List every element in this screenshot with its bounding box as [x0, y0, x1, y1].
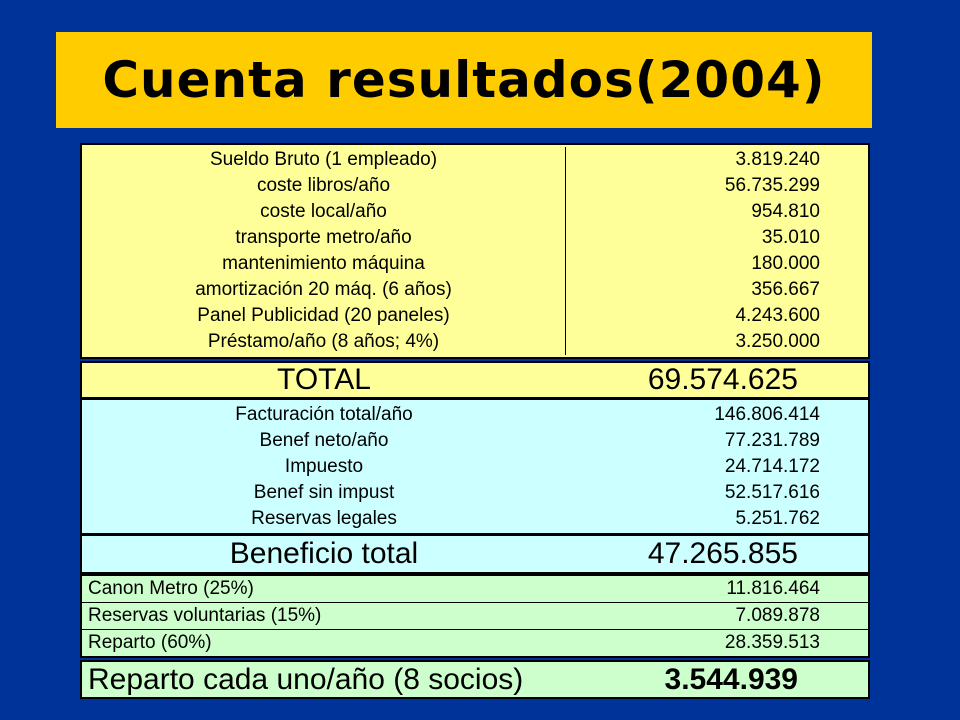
- cost-label: coste libros/año: [82, 173, 566, 199]
- table-row: [82, 454, 868, 480]
- income-label: Facturación total/año: [235, 404, 413, 425]
- table-row: [82, 506, 868, 532]
- income-label: Impuesto: [284, 456, 364, 477]
- cost-label: amortización 20 máq. (6 años): [82, 277, 566, 303]
- total-row: [80, 361, 870, 399]
- table-row: [82, 402, 868, 428]
- cost-value: 4.243.600: [735, 305, 820, 326]
- table-row: [82, 277, 868, 303]
- table-row: [82, 428, 868, 454]
- income-label: Benef sin impust: [253, 482, 395, 503]
- distribution-value: 28.359.513: [724, 632, 820, 653]
- distribution-label: Reservas voluntarias (15%): [88, 605, 322, 626]
- costs-block: [80, 143, 870, 359]
- distribution-value: 7.089.878: [735, 605, 820, 626]
- table-row: [82, 251, 868, 277]
- distribution-label: Reparto (60%): [88, 632, 212, 653]
- income-value: 24.714.172: [724, 456, 820, 477]
- income-value: 52.517.616: [724, 482, 820, 503]
- table-row: [82, 303, 868, 329]
- table-row: [82, 329, 868, 355]
- cost-label: mantenimiento máquina: [82, 251, 566, 277]
- cost-value: 3.819.240: [735, 149, 820, 170]
- results-table: [80, 143, 870, 699]
- cost-label: coste local/año: [82, 199, 566, 225]
- income-value: 146.806.414: [714, 404, 820, 425]
- income-block: [80, 398, 870, 535]
- income-label: Benef neto/año: [259, 430, 389, 451]
- table-row: [82, 147, 868, 173]
- benefit-row: [80, 534, 870, 574]
- distribution-value: 11.816.464: [726, 578, 820, 599]
- cost-value: 954.810: [751, 201, 820, 222]
- distribution-label: Canon Metro (25%): [88, 578, 254, 599]
- cost-value: 3.250.000: [735, 331, 820, 352]
- cost-label: Panel Publicidad (20 paneles): [82, 303, 566, 329]
- per-partner-value: 3.544.939: [664, 662, 798, 696]
- total-label: TOTAL: [277, 363, 371, 396]
- income-value: 5.251.762: [735, 508, 820, 529]
- cost-label: Sueldo Bruto (1 empleado): [82, 147, 566, 173]
- cost-value: 180.000: [751, 253, 820, 274]
- cost-value: 356.667: [751, 279, 820, 300]
- title-banner: [56, 32, 872, 128]
- cost-value: 56.735.299: [724, 175, 820, 196]
- income-label: Reservas legales: [251, 508, 397, 529]
- cost-value: 35.010: [761, 227, 820, 248]
- total-value: 69.574.625: [647, 363, 798, 396]
- cost-label: transporte metro/año: [82, 225, 566, 251]
- table-row: [82, 630, 868, 656]
- distribution-block: [80, 574, 870, 658]
- table-row: [82, 225, 868, 251]
- benefit-value: 47.265.855: [647, 537, 798, 570]
- table-row: [82, 603, 868, 630]
- income-value: 77.231.789: [724, 430, 820, 451]
- table-row: [82, 173, 868, 199]
- table-row: [82, 576, 868, 603]
- page-title: Cuenta resultados(2004): [102, 51, 826, 109]
- table-row: [82, 199, 868, 225]
- table-row: [82, 480, 868, 506]
- per-partner-row: [80, 660, 870, 699]
- cost-label: Préstamo/año (8 años; 4%): [82, 329, 566, 355]
- benefit-label: Beneficio total: [229, 537, 419, 570]
- per-partner-label: Reparto cada uno/año (8 socios): [88, 662, 524, 696]
